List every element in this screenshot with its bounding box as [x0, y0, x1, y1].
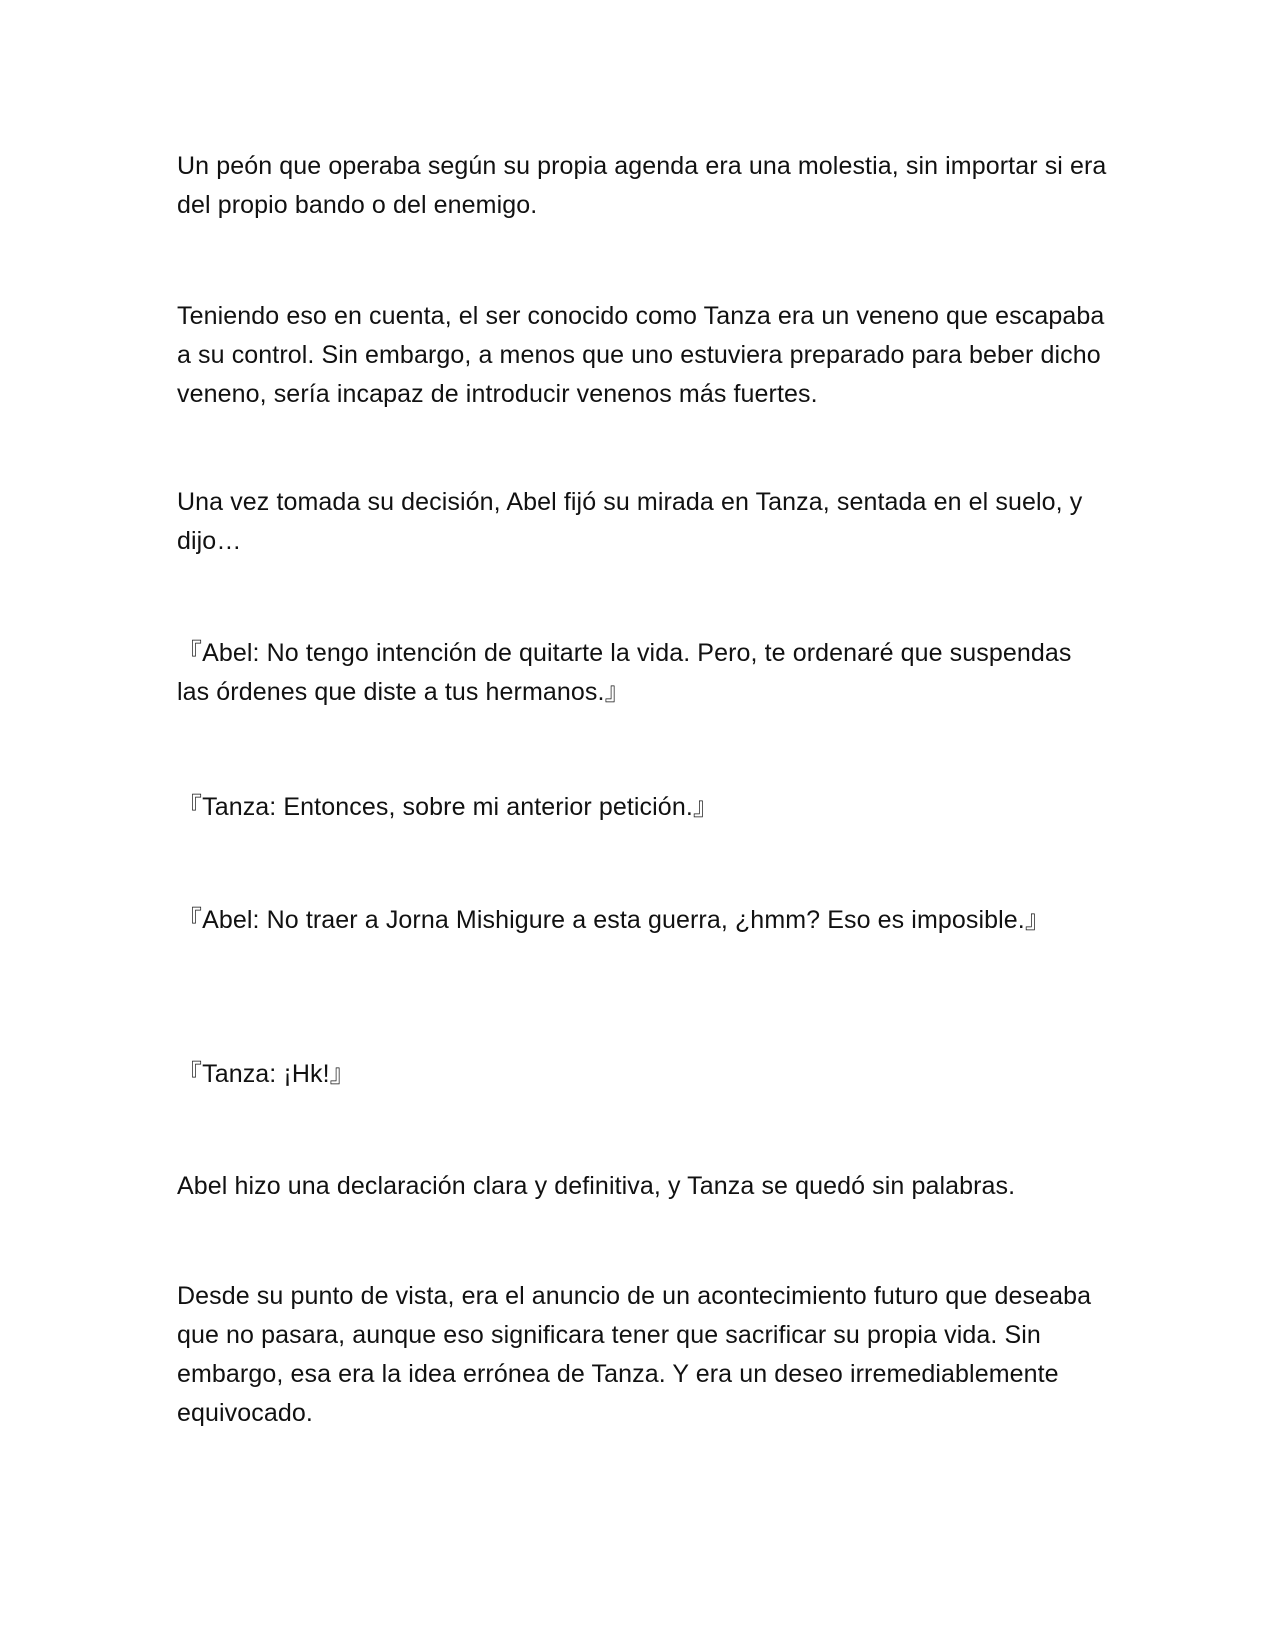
- dialogue-abel-order: 『Abel: No tengo intención de quitarte la vida. Pero, te ordenaré que suspendas las órdenes que diste a tus hermanos.』: [177, 639, 1072, 706]
- dialogue-abel-impossible: 『Abel: No traer a Jorna Mishigure a esta guerra, ¿hmm? Eso es imposible.』: [177, 906, 1050, 934]
- paragraph-abel-declaration: Abel hizo una declaración clara y definitiva, y Tanza se quedó sin palabras.: [177, 1172, 1016, 1200]
- paragraph-tanza-wish: Desde su punto de vista, era el anuncio de un acontecimiento futuro que deseaba que no pasara, aunque eso significara tener que sacrificar su propia vida. Sin embargo, esa era la idea errónea de Tanza. Y era un deseo irremediablemente equivocado.: [177, 1282, 1092, 1427]
- dialogue-tanza-hk: 『Tanza: ¡Hk!』: [177, 1060, 355, 1088]
- paragraph-abel-decision: Una vez tomada su decisión, Abel fijó su mirada en Tanza, sentada en el suelo, y dijo…: [177, 488, 1083, 555]
- paragraph-pawn-agenda: Un peón que operaba según su propia agenda era una molestia, sin importar si era del propio bando o del enemigo.: [177, 152, 1107, 219]
- dialogue-tanza-request: 『Tanza: Entonces, sobre mi anterior petición.』: [177, 793, 718, 821]
- paragraph-tanza-poison: Teniendo eso en cuenta, el ser conocido como Tanza era un veneno que escapaba a su control. Sin embargo, a menos que uno estuviera preparado para beber dicho veneno, sería incapaz de introducir venenos más fuertes.: [177, 302, 1105, 408]
